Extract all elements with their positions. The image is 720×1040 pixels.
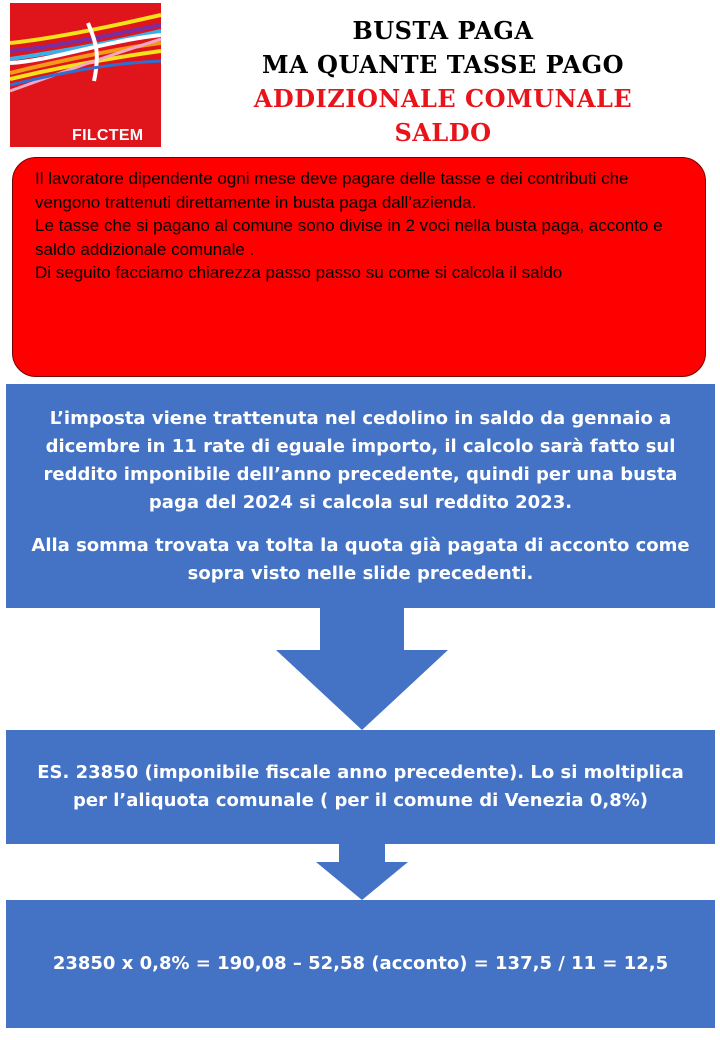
intro-text: Il lavoratore dipendente ogni mese deve pagare delle tasse e dei contributi che vengono trattenuti direttamente in busta paga dall’azienda. Le tasse che si pagano al comune sono divise in 2 voci nella busta paga, acconto e saldo addizionale comunale . Di seguito facciamo chiarezza passo passo su come si calcola il saldo (35, 169, 663, 282)
explanation-box (6, 384, 715, 608)
logo-text: FILCTEM (72, 127, 144, 144)
page-title (178, 14, 708, 150)
title-line-1: BUSTA PAGA (352, 16, 534, 45)
explanation-paragraph-2: Alla somma trovata va tolta la quota già pagata di acconto come sopra visto nelle slide precedenti. (31, 534, 690, 584)
title-line-3: ADDIZIONALE COMUNALE (253, 84, 633, 113)
example-text: ES. 23850 (imponibile fiscale anno precedente). Lo si moltiplica per l’aliquota comunale ( per il comune di Venezia 0,8%) (37, 762, 684, 811)
intro-box (12, 157, 706, 377)
down-arrow-icon (276, 608, 448, 730)
logo-stripes-graphic (10, 3, 161, 147)
explanation-paragraph-1: L’imposta viene trattenuta nel cedolino in saldo da gennaio a dicembre in 11 rate di eguale importo, il calcolo sarà fatto sul reddito imponibile dell’anno precedente, quindi per una busta paga del 2024 si calcola sul reddito 2023. (43, 407, 678, 513)
calculation-formula: 23850 x 0,8% = 190,08 – 52,58 (acconto) = 137,5 / 11 = 12,5 (52, 953, 669, 974)
example-box (6, 730, 715, 844)
title-line-4: SALDO (394, 118, 492, 147)
down-arrow-small-icon (316, 844, 408, 900)
filctem-logo (10, 3, 161, 147)
title-line-2: MA QUANTE TASSE PAGO (262, 50, 624, 79)
calculation-box (6, 900, 715, 1028)
